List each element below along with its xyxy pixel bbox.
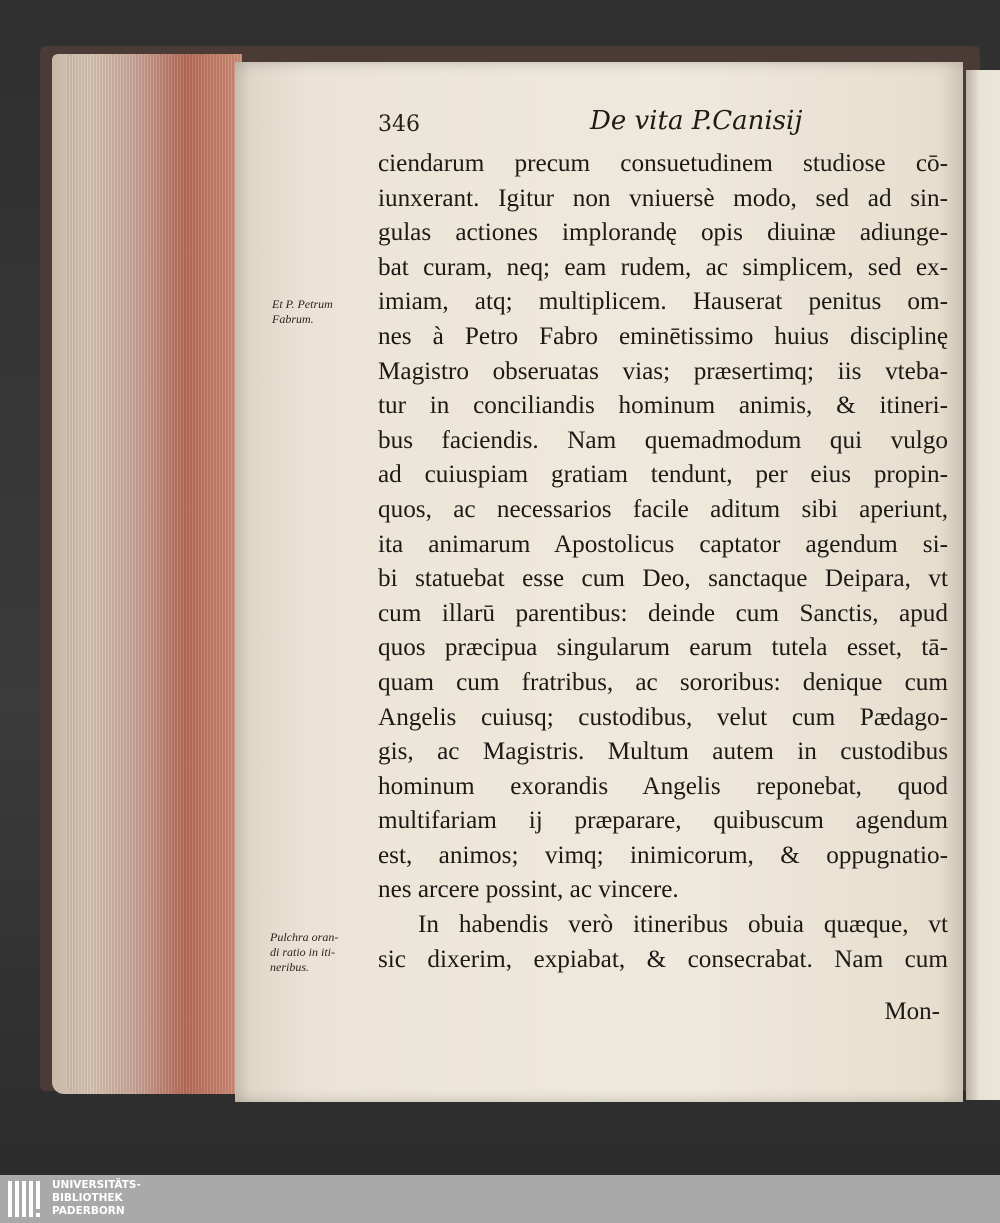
page-edges [52, 54, 242, 1094]
library-name-line: UNIVERSITÄTS- [52, 1179, 141, 1191]
marginal-note-line: di ratio in iti- [270, 945, 336, 959]
marginal-note-line: Pulchra oran- [270, 930, 339, 944]
marginal-note-line: Et P. Petrum [272, 297, 333, 311]
marginal-note-line: neribus. [270, 960, 309, 974]
text-line: gis, ac Magistris. Multum autem in custodibus [378, 738, 948, 766]
text-line: ita animarum Apostolicus captator agendum si- [378, 530, 948, 558]
text-line: gulas actiones implorandę opis diuinæ adiunge- [378, 219, 948, 247]
paragraph-start-line: In habendis verò itineribus obuia quæque, vt [418, 911, 948, 939]
library-footer [0, 1175, 1000, 1223]
text-line: bi statuebat esse cum Deo, sanctaque Deipara, vt [378, 565, 948, 593]
marginal-note-line: Fabrum. [272, 312, 314, 326]
text-line: bat curam, neq; eam rudem, ac simplicem, sed ex- [378, 253, 948, 281]
text-line: quos, ac necessarios facile aditum sibi aperiunt, [378, 495, 948, 523]
text-line: hominum exorandis Angelis reponebat, quod [378, 772, 948, 800]
text-line: bus faciendis. Nam quemadmodum qui vulgo [378, 426, 948, 454]
marginal-note [272, 297, 372, 327]
text-line: quos præcipua singularum earum tutela esset, tā- [378, 634, 948, 662]
page-number: 346 [378, 112, 420, 137]
text-line: cum illarū parentibus: deinde cum Sanctis, apud [378, 599, 948, 627]
text-line: ad cuiuspiam gratiam tendunt, per eius propin- [378, 461, 948, 489]
library-name [52, 1179, 141, 1218]
text-line: Angelis cuiusq; custodibus, velut cum Pædago- [378, 703, 948, 731]
body-text [378, 147, 948, 977]
text-line: Magistro obseruatas vias; præsertimq; iis vteba- [378, 357, 948, 385]
library-name-line: PADERBORN [52, 1205, 125, 1217]
library-name-line: BIBLIOTHEK [52, 1192, 123, 1204]
text-line: ciendarum precum consuetudinem studiose cō- [378, 150, 948, 177]
facing-page-edge [966, 70, 1000, 1100]
text-line: iunxerant. Igitur non vniuersè modo, sed ad sin- [378, 184, 948, 212]
catchword: Mon- [884, 998, 940, 1025]
text-line: nes à Petro Fabro eminētissimo huius disciplinę [378, 322, 948, 350]
running-title: De vita P.Canisij [590, 106, 803, 136]
marginal-note [270, 930, 370, 975]
text-line: nes arcere possint, ac vincere. [378, 876, 679, 904]
text-line: imiam, atq; multiplicem. Hauserat penitus om- [378, 288, 948, 316]
text-line: quam cum fratribus, ac sororibus: denique cum [378, 668, 948, 696]
text-line: est, animos; vimq; inimicorum, & oppugnatio- [378, 841, 948, 869]
text-line: tur in conciliandis hominum animis, & itineri- [378, 392, 948, 420]
text-line: multifariam ij præparare, quibuscum agendum [378, 807, 948, 835]
running-head [378, 106, 828, 142]
text-line: sic dixerim, expiabat, & consecrabat. Nam cum [378, 945, 948, 973]
library-logo-icon [6, 1179, 46, 1219]
